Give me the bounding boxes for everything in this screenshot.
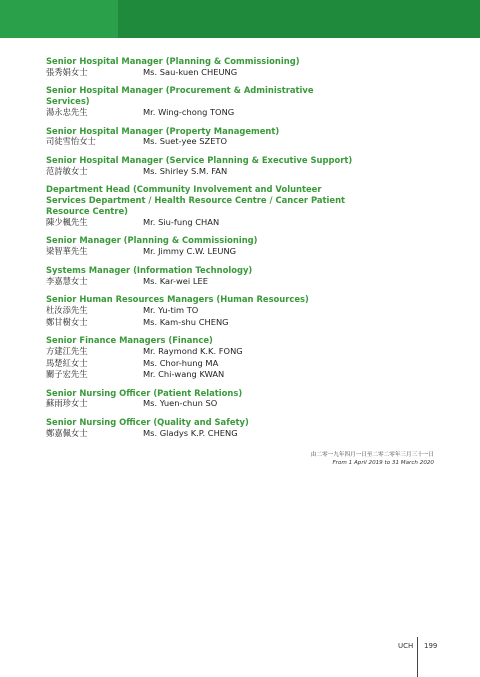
staff-name-cn: 鄭嘉佩女士 bbox=[46, 427, 88, 438]
staff-section bbox=[46, 417, 356, 439]
staff-name-en: Mr. Raymond K.K. FONG bbox=[143, 345, 243, 356]
staff-section bbox=[46, 235, 356, 257]
staff-name-cn: 梁智華先生 bbox=[46, 246, 88, 257]
staff-row bbox=[46, 305, 356, 317]
staff-name-en: Mr. Yu-tim TO bbox=[143, 304, 199, 315]
staff-row bbox=[46, 67, 356, 79]
staff-name-en: Mr. Jimmy C.W. LEUNG bbox=[143, 246, 237, 257]
staff-section bbox=[46, 335, 356, 381]
staff-name-cn: 范詩敏女士 bbox=[46, 165, 88, 176]
staff-name-cn: 關子宏先生 bbox=[46, 369, 88, 380]
staff-name-cn: 鄭甘樹女士 bbox=[46, 316, 88, 327]
section-heading: Department Head (Community Involvement and Volunteer Services Department / Health Resource Centre / Cancer Patient Resource Centre) bbox=[46, 184, 346, 216]
staff-section bbox=[46, 294, 356, 328]
staff-name-en: Ms. Gladys K.P. CHENG bbox=[143, 427, 238, 438]
staff-section bbox=[46, 184, 356, 228]
footer-divider bbox=[417, 637, 418, 677]
staff-name-cn: 杜汝添先生 bbox=[46, 304, 88, 315]
staff-name-en: Ms. Kam-shu CHENG bbox=[143, 316, 229, 327]
period-en: From 1 April 2019 to 31 March 2020 bbox=[332, 459, 434, 466]
staff-section bbox=[46, 155, 356, 177]
staff-section bbox=[46, 388, 356, 410]
staff-row bbox=[46, 217, 356, 229]
staff-row bbox=[46, 136, 356, 148]
staff-section bbox=[46, 56, 356, 78]
page-number: 199 bbox=[424, 642, 438, 650]
staff-name-cn: 陳少楓先生 bbox=[46, 216, 88, 227]
staff-row bbox=[46, 428, 356, 440]
footer-org: UCH bbox=[398, 642, 414, 650]
staff-list bbox=[46, 56, 356, 446]
section-heading: Senior Hospital Manager (Service Planning & Executive Support) bbox=[46, 154, 353, 165]
reporting-period bbox=[311, 452, 434, 467]
staff-row bbox=[46, 246, 356, 258]
section-heading: Senior Human Resources Managers (Human Resources) bbox=[46, 294, 309, 305]
section-heading: Senior Hospital Manager (Procurement & Administrative Services) bbox=[46, 85, 314, 107]
staff-name-en: Ms. Shirley S.M. FAN bbox=[143, 165, 228, 176]
staff-name-en: Ms. Chor-hung MA bbox=[143, 357, 219, 368]
staff-name-en: Mr. Siu-fung CHAN bbox=[143, 216, 220, 227]
header-tab bbox=[0, 0, 118, 38]
section-heading: Senior Manager (Planning & Commissioning) bbox=[46, 235, 258, 246]
staff-name-cn: 張秀娟女士 bbox=[46, 66, 88, 77]
staff-row bbox=[46, 276, 356, 288]
staff-row bbox=[46, 398, 356, 410]
staff-row bbox=[46, 166, 356, 178]
staff-name-en: Mr. Chi-wang KWAN bbox=[143, 369, 225, 380]
staff-name-en: Mr. Wing-chong TONG bbox=[143, 106, 235, 117]
header-banner bbox=[0, 0, 480, 38]
section-heading: Systems Manager (Information Technology) bbox=[46, 264, 253, 275]
period-cn: 由二零一九年四月一日至二零二零年三月三十一日 bbox=[310, 452, 434, 458]
staff-name-cn: 馬楚紅女士 bbox=[46, 357, 88, 368]
staff-row bbox=[46, 346, 356, 358]
staff-row bbox=[46, 107, 356, 119]
staff-section bbox=[46, 265, 356, 287]
section-heading: Senior Hospital Manager (Planning & Commissioning) bbox=[46, 56, 300, 66]
staff-name-cn: 蘇雨珍女士 bbox=[46, 398, 88, 409]
staff-row bbox=[46, 358, 356, 370]
section-heading: Senior Finance Managers (Finance) bbox=[46, 335, 213, 346]
staff-name-cn: 方建江先生 bbox=[46, 345, 88, 356]
staff-section bbox=[46, 126, 356, 148]
staff-name-en: Ms. Kar-wei LEE bbox=[143, 275, 208, 286]
staff-row bbox=[46, 317, 356, 329]
section-heading: Senior Hospital Manager (Property Management) bbox=[46, 125, 280, 136]
staff-name-en: Ms. Yuen-chun SO bbox=[143, 398, 218, 409]
staff-name-cn: 李嘉慧女士 bbox=[46, 275, 88, 286]
staff-name-en: Ms. Suet-yee SZETO bbox=[143, 136, 228, 147]
staff-name-cn: 司徒雪怡女士 bbox=[46, 136, 96, 147]
staff-name-cn: 湯永忠先生 bbox=[46, 106, 88, 117]
section-heading: Senior Nursing Officer (Quality and Safety) bbox=[46, 417, 249, 428]
staff-section bbox=[46, 85, 356, 118]
staff-row bbox=[46, 369, 356, 381]
section-heading: Senior Nursing Officer (Patient Relations) bbox=[46, 387, 243, 398]
staff-name-en: Ms. Sau-kuen CHEUNG bbox=[143, 66, 238, 77]
